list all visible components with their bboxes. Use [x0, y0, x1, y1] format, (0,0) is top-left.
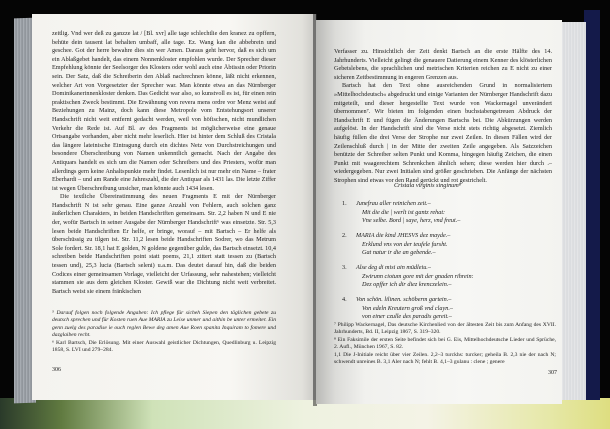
- poem-line: Erklund vns von der teufele fursht.: [362, 240, 448, 248]
- poem-line: Gat natur ir die an gebende.–: [362, 249, 436, 257]
- footnote-8: ⁸ Ein Faksimile der ersten Seite befindet sich bei G. Eis, Mittelhochdeutsche Lieder und Sprüche, 2. Aufl., München 1967, S. 82.: [334, 336, 556, 351]
- footnote-5: ⁵ Darauf folgen noch folgende Angaben: Ich pflege für sicheh Siepen den täglichen gebete zu deutsch sprechen und für Kosten ruen Aue MARIA zu Leise unmer und aithin be unter ermeiter. Ein genn zuelg des paradise ie ouch reglen Bewe deg amen Aue Roen spanita Inquiram to fomere und dazglaiben recht.: [52, 310, 276, 339]
- footnote-7: ⁷ Philipp Wackernagel, Das deutsche Kirchenlied von der ältesten Zeit bis zum Anfang des XVII. Jahrhunderts, Bd. II, Leipzig 1867, S. 319–320.: [334, 322, 556, 336]
- right-page-body: [334, 48, 552, 186]
- left-paragraph-2: Die textliche Übereinstimmung des neuen Fragments E mit der Nürnberger Handschrift N ist sehr genau. Eine ganze Anzahl von Fehlern, auch solchen ganz äußerlichen Charakters, in beiden Handschriften gemeinsam. Str. 2,2 haben N und E nie der, wofür Bartsch in seiner Ausgabe der Nürnberger Handschrift⁶ was einsetzte. Str. 5,3 lesen beide Handschriften Er helfe, er bringe, worauf – mit Bartsch – Er helfe als überschüssig zu tilgen ist. Str. 11,2 lesen beide Handschriften Sodrer, wo das Metrum Sole fordert. Str. 18,1 hat E golden, N goldene gegenüber gulde, das Bartsch einsetzt. 10,4 schreiben beide Handschriften point statt poems, 21,1 zittert statt tessen zu (Bartsch tessen und), 25,3 lucia (Bartsch seleni) u.a.m. Das deutet darauf hin, daß die beiden Codices einer gemeinsamen Vorlage, vielleicht der Urfassung, sehr nahestehen; vielleicht stammen sie aus dem gleichen Kloster. Gewiß war die Dichtung nicht weit verbreitet. Bartsch weist sie einem fränkischen: [52, 193, 276, 295]
- poem-title: Cristala virginis singinum⁸: [394, 182, 461, 189]
- right-footnotes: [334, 322, 556, 366]
- left-page-body: [52, 30, 276, 296]
- right-paragraph-2: Bartsch hat den Text ohne ausreichenden Grund in normalisiertem »Mittelhochdeutsch« abgedruckt und einige Varianten der Nürnberger Handschrift dazu mitgeteilt, und dieser hergestellte Text wurde von Wackernagel unverändert übernommen⁷. Wir bieten im folgenden einen buchstabengetreuen Abdruck der Handschrift E und fügen die Änderungen Bartschs bei. Die Abkürzungen werden aufgelöst. In der Handschrift sind die Verse nicht stets richtig abgesetzt. Ziemlich häufig füllen die drei Verse der Strophe nur zwei Zeilen. In diesen Fällen wird der Zeilenschluß durch | in der Mitte der zweiten Zeile angegeben. Als Satzzeichen benützte der Schreiber selten Punkt und Komma, hingegen häufig Zeichen, die einen Punkt mit waagerechtem Schrenkchen ähnlich sehen; diese werden hier durch .– wiedergegeben. Nur zwei Initialen sind größer geschrieben. Die Anfänge der nächsten Strophen sind etwas vor den Rand gerückt und rot gestrichelt.: [334, 82, 552, 184]
- stanza-number: 4.: [342, 296, 347, 303]
- page-number-left: 306: [52, 367, 61, 373]
- left-paragraph-1: zeitlig. Vnd wer deß zu ganzze lat / [Bl. xvr] alle tage schlechtlie den kranez zu opffern, behüte dein tausent lat behalten umbaff, alle tage. Ez. Wang kan die abbebrein und geschee. Got der herre bewahre dies sin wer Amen. Daraus geht hervor, daß es sich um ein Ablaßgebet handelt, das einem Nonnenkloster empfohlen wurde. Der Sprecher dieser Empfehlung könnte der Seelsorger des Klosters oder wohl auch eine Äbtissin oder Priorin sein. Der Satz, daß die Schreiberin den Ablaß nachrechnen könne, läßt nicht erkennen, welcher Art von Vorgesetzter der Sprecher war. Man könnte etwa an das Nürnberger Dominikanerinnenkloster denken. Das Gedicht war also, so kunstvoll es ist, für einen rein praktischen Zweck bestimmt. Die Erwähnung von revera mens ordre vor Menz weist auf Beziehungen zu Mainz, doch kann diese Metropole vom Entstehungsort unserer Handschrift nicht weit entfernt gedacht werden, weil von höfischen, nicht mundlichen Verkehr die Rede ist. Auf Bl. av des Fragments ist möglicherweise eine genaue Ortsangabe vorhanden, aber nicht mehr leserlich. Hier ist hinter dem Schluß des Cristala das längere lateinische Eintragung durch ein dichtes Netz von Durchstreichungen und besondere Überschreibung von Namen unkenntlich gemacht. Nach der Angabe des Antiquars handelt es sich um die Namen oder Schreibers und des Priesters, wofür man allerdings gern keine Anhaltspunkte mehr findet. Lesenlich ist nur mehr ein Name – frater Eberhardi – und am Rande eine Jahreszahl, die der Antiquar als 1431 las. Die letzte Ziffer ist wegen Überschreibung unsicher, man könnte auch 1434 lesen.: [52, 30, 276, 192]
- page-number-right: 307: [548, 370, 557, 376]
- poem-line: Von schön. lilinen. schöberm gartein.–: [356, 296, 452, 303]
- poem-line: Dez opffer ich dir diez krenczelein.–: [362, 281, 452, 289]
- poem-line: Von edeln Kreutern groß vnd clayn.–: [362, 304, 453, 312]
- poem-line: Alse deg di misi ain müdleiu.–: [356, 264, 431, 271]
- poem-line: Vne selbe. Bord | saye, herz, vnd freut.–: [362, 217, 461, 225]
- footnote-6: ⁶ Karl Bartsch, Die Erlösung. Mit einer Auswahl geistlicher Dichtungen, Quedlinburg u. Leipzig 1858, S. LVI und 279–284.: [52, 339, 276, 354]
- right-page: [316, 20, 562, 404]
- left-page: [32, 14, 316, 400]
- book-cover-right: [584, 10, 600, 400]
- poem-stanza-1: [342, 200, 461, 226]
- poem-stanza-3: [342, 264, 474, 290]
- stanza-number: 3.: [342, 264, 347, 271]
- poem-line: Mit die die | werlt ist gantz rehat:: [362, 208, 446, 216]
- poem-line: von einer czulle des paradis gereit.–: [362, 313, 452, 321]
- poem-stanza-4: [342, 296, 453, 322]
- textual-note: 1,1 Die J-Initiale reicht über vier Zeilen. 2,2–3 turckhs: turcker; geheila B. 2,3 nie der nach N; schwendt unreines B. 3,1 Aler nach N; fehlt B. 4,1–3 gulanu : clene ; genere: [334, 351, 556, 366]
- poem-line: MARIA die kind JHESVS dez mayde.–: [356, 232, 451, 239]
- poem-stanza-2: [342, 232, 451, 258]
- stanza-number: 2.: [342, 232, 347, 239]
- left-footnotes: [52, 310, 276, 354]
- right-paragraph-1: Verfasser zu. Hinsichtlich der Zeit denkt Bartsch an die erste Hälfte des 14. Jahrhunderts. Vielleicht gelingt die genauere Datierung einem Kenner des klösterlichen Gebetslebens, die sprachlichen und metrischen Kriterien reichen zu E nicht zu einer sicheren Zeitbestimmung in engeren Grenzen aus.: [334, 48, 552, 81]
- stanza-number: 1.: [342, 200, 347, 207]
- poem-line: Zwirunn ciotum gore mit der gnaden rihrein:: [362, 272, 474, 280]
- poem-line: Junefrau aller reinichen zeit.–: [356, 200, 431, 207]
